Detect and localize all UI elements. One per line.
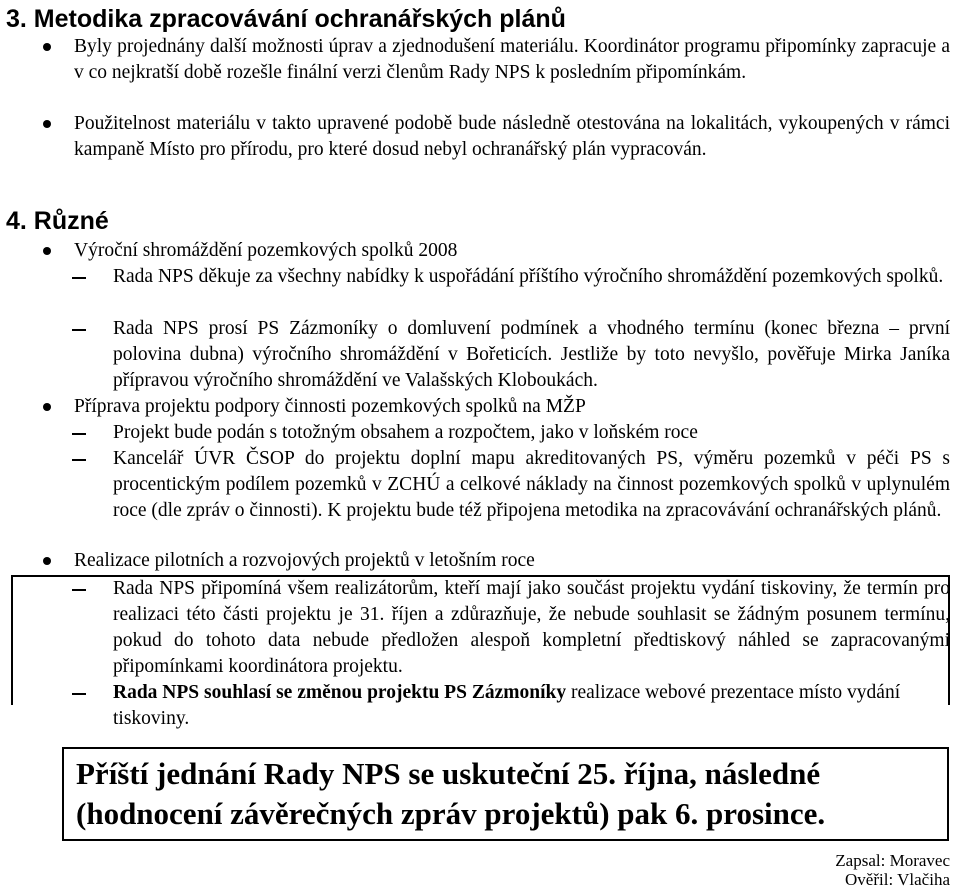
pilot-project-change-bold: Rada NPS souhlasí se změnou projektu PS Zázmoníky: [113, 682, 567, 703]
dash-icon: [72, 693, 86, 695]
project-prep-office-task: Kancelář ÚVR ČSOP do projektu doplní mapu akreditovaných PS, výměru pozemků v péči PS s procentickým podílem pozemků v ZCHÚ a celkové náklady na činnost pozemkových spolků v uplynulém roce (dle zpráv o činnosti). K projektu bude též připojena metodika na zpracovávání ochranářských plánů.: [113, 448, 950, 521]
pilot-deadline-note: Rada NPS připomíná všem realizátorům, kteří mají jako součást projektu vydání tiskoviny, že termín pro realizaci této části projektu je 31. říjen a zdůrazňuje, že nebude souhlasit se žádným posunem termínu, pokud do tohoto data nebude předložen alespoň kompletní předtiskový náhled se zapracovanými připomínkami koordinátora projektu.: [113, 578, 950, 677]
verified-by: Ověřil: Vlačiha: [845, 870, 950, 889]
section-3-bullet-2: Použitelnost materiálu v takto upravené podobě bude následně otestována na lokalitách, vykoupených v rámci kampaně Místo pro přírodu, pro které dosud nebyl ochranářský plán vypracován.: [74, 113, 950, 160]
dash-icon: [72, 329, 86, 331]
section-4-bullet-pilot-projects: Realizace pilotních a rozvojových projektů v letošním roce: [74, 550, 535, 571]
annual-meeting-thanks: Rada NPS děkuje za všechny nabídky k uspořádání příštího výročního shromáždění pozemkových spolků.: [113, 266, 944, 287]
project-prep-submission: Projekt bude podán s totožným obsahem a rozpočtem, jako v loňském roce: [113, 422, 698, 443]
bullet-icon: [43, 403, 51, 411]
section-3-heading: 3. Metodika zpracovávání ochranářských plánů: [6, 5, 566, 33]
section-4-bullet-project-prep: Příprava projektu podpory činnosti pozemkových spolků na MŽP: [74, 396, 586, 417]
box-border-left: [11, 575, 13, 705]
recorded-by: Zapsal: Moravec: [835, 851, 950, 870]
pilot-project-change: [113, 680, 950, 732]
bullet-icon: [43, 247, 51, 255]
section-3-bullet-1: Byly projednány další možnosti úprav a zjednodušení materiálu. Koordinátor programu připomínky zapracuje a v co nejkratší době rozešle finální verzi členům Rady NPS k posledním připomínkám.: [74, 36, 950, 83]
bullet-icon: [43, 43, 51, 51]
next-meeting-text: Příští jednání Rady NPS se uskuteční 25. října, následné (hodnocení závěrečných zpráv projektů) pak 6. prosince.: [76, 756, 826, 831]
pilot-project-change-rest: realizace webové prezentace místo vydání tiskoviny.: [113, 682, 901, 729]
bullet-icon: [43, 557, 51, 565]
section-4-bullet-annual-meeting: Výroční shromáždění pozemkových spolků 2008: [74, 240, 458, 261]
dash-icon: [72, 459, 86, 461]
section-4-heading: 4. Různé: [6, 207, 109, 235]
dash-icon: [72, 433, 86, 435]
dash-icon: [72, 277, 86, 279]
annual-meeting-request: Rada NPS prosí PS Zázmoníky o domluvení podmínek a vhodného termínu (konec března – první polovina dubna) výročního shromáždění v Bořeticích. Jestliže by toto nevyšlo, pověřuje Mirka Janíka přípravou výročního shromáždění ve Valašských Kloboukách.: [113, 318, 950, 391]
bullet-icon: [43, 120, 51, 128]
dash-icon: [72, 589, 86, 591]
